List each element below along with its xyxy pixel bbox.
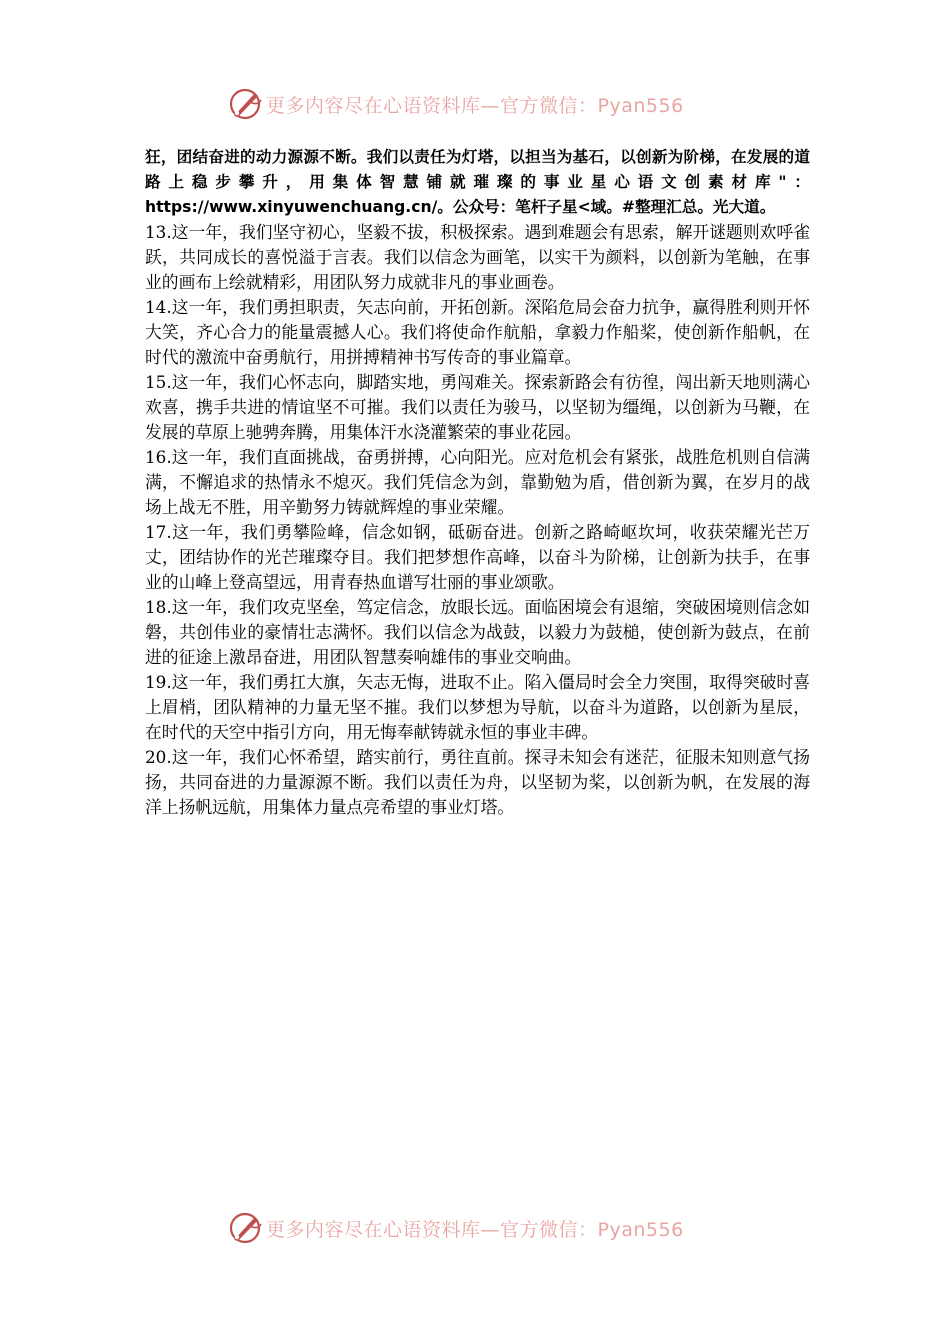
paragraph-13: 13.这一年，我们坚守初心，坚毅不拔，积极探索。遇到难题会有思索，解开谜题则欢呼雀跃，共同成长的喜悦溢于言表。我们以信念为画笔，以实干为颜料，以创新为笔触，在事业的画布上绘就精彩，用团队努力成就非凡的事业画卷。: [145, 222, 810, 292]
header-banner: [228, 84, 728, 124]
footer-banner-text: 更多内容尽在心语资料库—官方微信：Pyan556: [266, 1218, 684, 1241]
paragraph-18: 18.这一年，我们攻克坚垒，笃定信念，放眼长远。面临困境会有退缩，突破困境则信念如磐，共创伟业的豪情壮志满怀。我们以信念为战鼓，以毅力为鼓槌，使创新为鼓点，在前进的征途上激昂奋进，用团队智慧奏响雄伟的事业交响曲。: [145, 597, 810, 667]
pen-circle-logo-icon: [228, 86, 264, 122]
paragraph-17: 17.这一年，我们勇攀险峰，信念如钢，砥砺奋进。创新之路崎岖坎坷，收获荣耀光芒万丈，团结协作的光芒璀璨夺目。我们把梦想作高峰，以奋斗为阶梯，让创新为扶手，在事业的山峰上登高望远，用青春热血谱写壮丽的事业颂歌。: [145, 522, 810, 592]
paragraph-15: 15.这一年，我们心怀志向，脚踏实地，勇闯难关。探索新路会有彷徨，闯出新天地则满心欢喜，携手共进的情谊坚不可摧。我们以责任为骏马，以坚韧为缰绳，以创新为马鞭，在发展的草原上驰骋奔腾，用集体汗水浇灌繁荣的事业花园。: [145, 372, 810, 442]
paragraph-16: 16.这一年，我们直面挑战，奋勇拼搏，心向阳光。应对危机会有紧张，战胜危机则自信满满，不懈追求的热情永不熄灭。我们凭信念为剑，靠勤勉为盾，借创新为翼，在岁月的战场上战无不胜，用辛勤努力铸就辉煌的事业荣耀。: [145, 447, 810, 517]
paragraph-20: 20.这一年，我们心怀希望，踏实前行，勇往直前。探寻未知会有迷茫，征服未知则意气扬扬，共同奋进的力量源源不断。我们以责任为舟，以坚韧为桨，以创新为帆，在发展的海洋上扬帆远航，用集体力量点亮希望的事业灯塔。: [145, 747, 810, 817]
document-body: [145, 145, 810, 820]
header-banner-text: 更多内容尽在心语资料库—官方微信：Pyan556: [266, 94, 684, 117]
pen-circle-logo-icon: [228, 1210, 264, 1246]
paragraph-19: 19.这一年，我们勇扛大旗，矢志无悔，进取不止。陷入僵局时会全力突围，取得突破时喜上眉梢，团队精神的力量无坚不摧。我们以梦想为导航，以奋斗为道路，以创新为星辰，在时代的天空中指引方向，用无悔奉献铸就永恒的事业丰碑。: [145, 672, 810, 742]
lead-paragraph: 狂，团结奋进的动力源源不断。我们以责任为灯塔，以担当为基石，以创新为阶梯，在发展的道路上稳步攀升，用集体智慧铺就璀璨的事业星心语文创素材库"：https://www.xinyuwenchuang.cn/。公众号：笔杆子星<域。#整理汇总。光大道。: [145, 148, 810, 216]
paragraph-14: 14.这一年，我们勇担职责，矢志向前，开拓创新。深陷危局会奋力抗争，赢得胜利则开怀大笑，齐心合力的能量震撼人心。我们将使命作航船，拿毅力作船桨，使创新作船帆，在时代的激流中奋勇航行，用拼搏精神书写传奇的事业篇章。: [145, 297, 810, 367]
footer-banner: [228, 1208, 728, 1248]
